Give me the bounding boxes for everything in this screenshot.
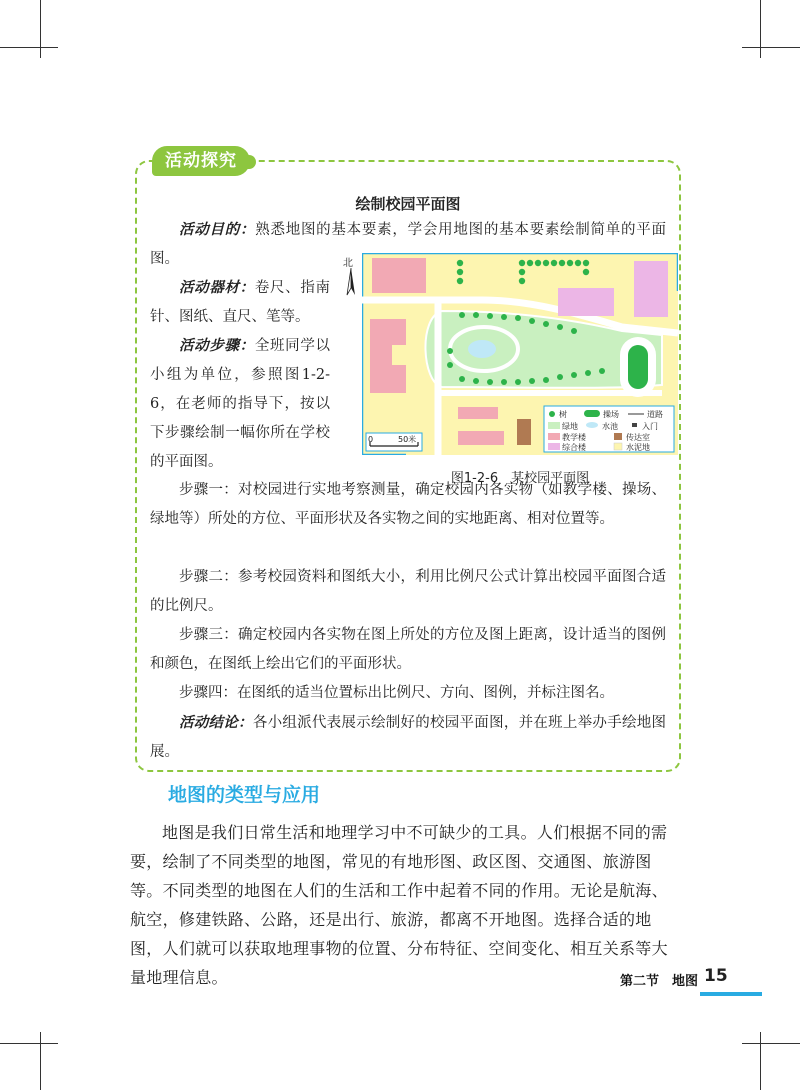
teaching-legend-icon (548, 433, 560, 440)
legend-pond: 水池 (602, 422, 618, 431)
steps-text: 全班同学以小组为单位，参照图1-2-6，在老师的指导下，按以下步骤绘制一幅你所在学校的平面图。 (150, 338, 331, 470)
north-arrow-icon (342, 255, 360, 297)
page-number-bar (700, 992, 762, 996)
teaching-building (372, 258, 426, 293)
legend-road: 道路 (647, 410, 663, 419)
goal-label: 活动目的： (179, 221, 256, 238)
teaching-building (458, 431, 504, 445)
crop-mark (40, 0, 41, 58)
scale-zero: 0 (368, 435, 374, 444)
activity-title: 绘制校园平面图 (355, 195, 461, 213)
step-3-text: 步骤三：确定校园内各实物在图上所处的方位及图上距离，设计适当的图例和颜色，在图纸上绘出它们的平面形状。 (150, 627, 666, 672)
activity-step-3 (150, 621, 666, 679)
legend-guard: 传达室 (626, 433, 650, 442)
field-legend-icon (584, 410, 600, 417)
materials-text: 卷尺、指南针、图纸、直尺、笔等。 (150, 280, 331, 325)
complex-legend-icon (548, 443, 560, 450)
legend-gate: 入门 (642, 422, 658, 431)
crop-mark (760, 0, 761, 58)
page-number: 15 (704, 966, 728, 986)
crop-mark (0, 47, 58, 48)
conclusion-text: 各小组派代表展示绘制好的校园平面图，并在班上举办手绘地图展。 (150, 715, 666, 760)
crop-mark (760, 1032, 761, 1090)
concrete-legend-icon (614, 443, 622, 450)
playground-icon (628, 345, 648, 389)
pond-legend-icon (586, 422, 598, 428)
campus-map (362, 253, 678, 455)
crop-mark (742, 1043, 800, 1044)
activity-conclusion (150, 708, 666, 767)
green-legend-icon (548, 422, 560, 429)
guard-legend-icon (614, 433, 622, 440)
tree-legend-icon (549, 411, 555, 417)
footer-section-label: 第二节 地图 (620, 974, 699, 989)
teaching-building (458, 407, 498, 419)
crop-mark (0, 1043, 58, 1044)
step-4-text: 步骤四：在图纸的适当位置标出比例尺、方向、图例，并标注图名。 (179, 685, 614, 701)
gate-legend-icon (632, 423, 637, 427)
guard-room (517, 419, 531, 445)
pond-icon (468, 340, 496, 358)
activity-materials (150, 273, 330, 332)
crop-mark (40, 1032, 41, 1090)
legend-teaching: 教学楼 (562, 433, 586, 442)
step-2-text: 步骤二：参考校园资料和图纸大小，利用比例尺公式计算出校园平面图合适的比例尺。 (150, 569, 666, 614)
complex-building (634, 261, 668, 317)
activity-tag: 活动探究 (152, 146, 250, 176)
steps-label: 活动步骤： (179, 337, 255, 354)
scale-length: 50米 (398, 435, 417, 444)
activity-step-2 (150, 563, 666, 621)
north-label: 北 (343, 258, 353, 269)
activity-step-4 (150, 679, 666, 708)
section-body: 地图是我们日常生活和地理学习中不可缺少的工具。人们根据不同的需要，绘制了不同类型的地图，常见的有地形图、政区图、交通图、旅游图等。不同类型的地图在人们的生活和工作中起着不同的作用。无论是航海、航空，修建铁路、公路，还是出行、旅游，都离不开地图。选择合适的地图，人们就可以获取地理事物的位置、分布特征、空间变化、相互关系等大量地理信息。 (130, 823, 668, 987)
legend-tree: 树 (559, 410, 567, 419)
figure-caption: 图1-2-6 某校园平面图 (450, 471, 590, 486)
materials-label: 活动器材： (179, 279, 255, 296)
scale-bar (366, 433, 422, 451)
step-1-text: 步骤一：对校园进行实地考察测量，确定校园内各实物（如教学楼、操场、绿地等）所处的方位、平面形状及各实物之间的实地距离、相对位置等。 (150, 482, 666, 527)
section-heading: 地图的类型与应用 (168, 784, 321, 806)
complex-building (558, 288, 614, 316)
legend-concrete: 水泥地 (626, 443, 650, 452)
legend-field: 操场 (603, 410, 619, 419)
legend-complex: 综合楼 (562, 443, 586, 452)
activity-steps (150, 331, 330, 477)
crop-mark (742, 47, 800, 48)
legend-green: 绿地 (562, 422, 578, 431)
goal-text: 熟悉地图的基本要素，学会用地图的基本要素绘制简单的平面图。 (150, 222, 667, 267)
map-legend (544, 406, 674, 452)
conclusion-label: 活动结论： (179, 714, 253, 731)
